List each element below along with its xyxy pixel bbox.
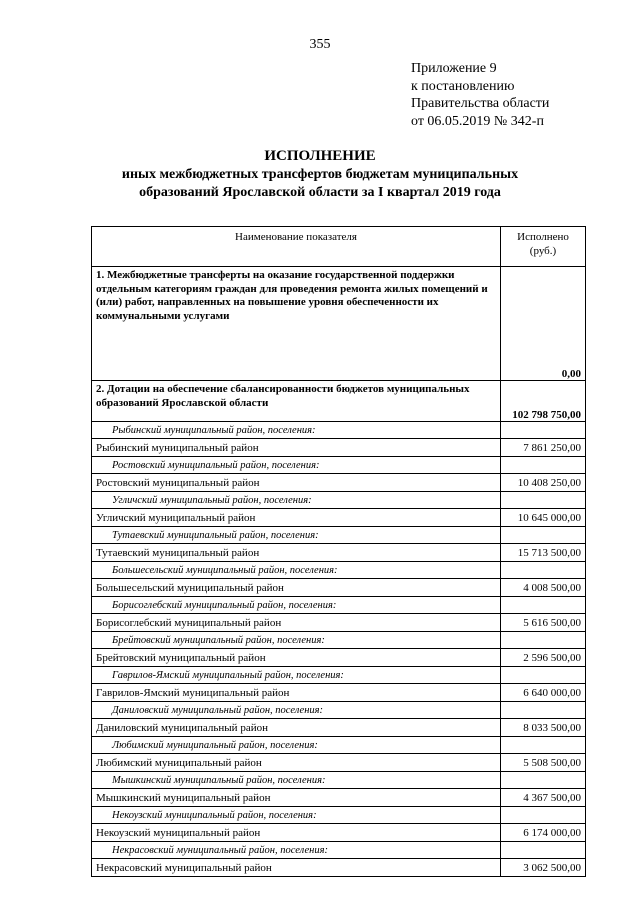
empty-cell xyxy=(501,772,586,789)
settlement-subheader-row xyxy=(92,632,586,649)
document-title xyxy=(0,147,640,202)
table-row xyxy=(92,474,586,492)
empty-cell xyxy=(501,457,586,474)
title-line: иных межбюджетных трансфертов бюджетам муниципальных xyxy=(121,167,519,182)
settlement-subheader: Большесельский муниципальный район, поселения: xyxy=(92,562,501,579)
district-value: 8 033 500,00 xyxy=(501,719,586,737)
table-row xyxy=(92,684,586,702)
empty-cell xyxy=(501,842,586,859)
settlement-subheader: Любимский муниципальный район, поселения: xyxy=(92,737,501,754)
settlement-subheader: Борисоглебский муниципальный район, поселения: xyxy=(92,597,501,614)
table-row xyxy=(92,789,586,807)
district-name: Мышкинский муниципальный район xyxy=(92,789,501,807)
district-name: Рыбинский муниципальный район xyxy=(92,439,501,457)
settlement-subheader: Некрасовский муниципальный район, поселения: xyxy=(92,842,501,859)
empty-cell xyxy=(501,562,586,579)
district-value: 5 508 500,00 xyxy=(501,754,586,772)
table-row xyxy=(92,439,586,457)
district-value: 4 008 500,00 xyxy=(501,579,586,597)
appendix-line: Приложение 9 xyxy=(411,61,497,76)
table-row xyxy=(92,614,586,632)
district-value: 15 713 500,00 xyxy=(501,544,586,562)
settlement-subheader: Брейтовский муниципальный район, поселения: xyxy=(92,632,501,649)
table-row xyxy=(92,544,586,562)
appendix-line: от 06.05.2019 № 342-п xyxy=(411,113,544,129)
settlement-subheader: Ростовский муниципальный район, поселения: xyxy=(92,457,501,474)
title-line: образований Ярославской области за I квартал 2019 года xyxy=(139,185,501,200)
header-indicator-name: Наименование показателя xyxy=(92,227,501,267)
settlement-subheader: Некоузский муниципальный район, поселения: xyxy=(92,807,501,824)
empty-cell xyxy=(501,492,586,509)
table-row xyxy=(92,824,586,842)
settlement-subheader: Гаврилов-Ямский муниципальный район, поселения: xyxy=(92,667,501,684)
execution-table xyxy=(91,226,586,877)
settlement-subheader: Тутаевский муниципальный район, поселения: xyxy=(92,527,501,544)
settlement-subheader-row xyxy=(92,597,586,614)
header-executed-value: Исполнено (руб.) xyxy=(501,227,586,267)
settlement-subheader-row xyxy=(92,807,586,824)
table-row xyxy=(92,579,586,597)
table-row xyxy=(92,719,586,737)
empty-cell xyxy=(501,527,586,544)
settlement-subheader-row xyxy=(92,527,586,544)
section-value: 0,00 xyxy=(501,267,586,381)
empty-cell xyxy=(501,667,586,684)
district-name: Некоузский муниципальный район xyxy=(92,824,501,842)
district-value: 5 616 500,00 xyxy=(501,614,586,632)
page-number: 355 xyxy=(309,37,331,52)
settlement-subheader: Мышкинский муниципальный район, поселения: xyxy=(92,772,501,789)
settlement-subheader-row xyxy=(92,492,586,509)
table-header-row xyxy=(92,227,586,267)
district-name: Угличский муниципальный район xyxy=(92,509,501,527)
district-name: Даниловский муниципальный район xyxy=(92,719,501,737)
table-row xyxy=(92,649,586,667)
settlement-subheader-row xyxy=(92,842,586,859)
district-value: 3 062 500,00 xyxy=(501,859,586,877)
empty-cell xyxy=(501,597,586,614)
district-name: Большесельский муниципальный район xyxy=(92,579,501,597)
district-value: 10 645 000,00 xyxy=(501,509,586,527)
district-name: Брейтовский муниципальный район xyxy=(92,649,501,667)
empty-cell xyxy=(501,422,586,439)
settlement-subheader-row xyxy=(92,772,586,789)
empty-cell xyxy=(501,632,586,649)
settlement-subheader-row xyxy=(92,702,586,719)
district-name: Любимский муниципальный район xyxy=(92,754,501,772)
section-value: 102 798 750,00 xyxy=(501,381,586,422)
section-row xyxy=(92,267,586,381)
empty-cell xyxy=(501,702,586,719)
district-value: 7 861 250,00 xyxy=(501,439,586,457)
appendix-line: к постановлению xyxy=(411,78,515,94)
settlement-subheader-row xyxy=(92,562,586,579)
settlement-subheader-row xyxy=(92,422,586,439)
settlement-subheader: Даниловский муниципальный район, поселения: xyxy=(92,702,501,719)
empty-cell xyxy=(501,737,586,754)
district-value: 4 367 500,00 xyxy=(501,789,586,807)
district-value: 10 408 250,00 xyxy=(501,474,586,492)
empty-cell xyxy=(501,807,586,824)
district-name: Борисоглебский муниципальный район xyxy=(92,614,501,632)
district-name: Ростовский муниципальный район xyxy=(92,474,501,492)
title-main: ИСПОЛНЕНИЕ xyxy=(264,148,376,164)
section-row xyxy=(92,381,586,422)
district-name: Некрасовский муниципальный район xyxy=(92,859,501,877)
district-value: 6 640 000,00 xyxy=(501,684,586,702)
district-name: Гаврилов-Ямский муниципальный район xyxy=(92,684,501,702)
section-name: 1. Межбюджетные трансферты на оказание государственной поддержки отдельным категориям граждан для проведения ремонта жилых помещений и (или) работ, направленных на повышение уровня обеспеченности их коммунальными услугами xyxy=(92,267,501,381)
settlement-subheader: Угличский муниципальный район, поселения: xyxy=(92,492,501,509)
settlement-subheader-row xyxy=(92,737,586,754)
settlement-subheader-row xyxy=(92,667,586,684)
section-name: 2. Дотации на обеспечение сбалансированности бюджетов муниципальных образований Ярославской области xyxy=(92,381,501,422)
table-row xyxy=(92,509,586,527)
district-value: 2 596 500,00 xyxy=(501,649,586,667)
district-name: Тутаевский муниципальный район xyxy=(92,544,501,562)
settlement-subheader: Рыбинский муниципальный район, поселения: xyxy=(92,422,501,439)
table-row xyxy=(92,754,586,772)
district-value: 6 174 000,00 xyxy=(501,824,586,842)
appendix-block xyxy=(411,60,549,130)
settlement-subheader-row xyxy=(92,457,586,474)
table-row xyxy=(92,859,586,877)
appendix-line: Правительства области xyxy=(411,96,550,111)
